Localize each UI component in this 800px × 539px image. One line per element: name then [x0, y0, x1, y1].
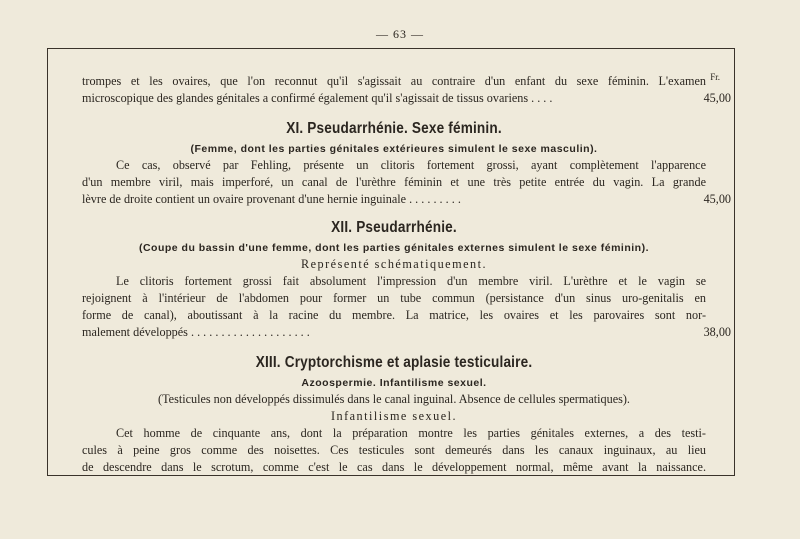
section-12-line-last	[82, 324, 731, 341]
section-13-note: Infantilisme sexuel.	[330, 409, 458, 423]
section-11-price: 45,00	[703, 192, 731, 206]
intro-price: 45,00	[703, 91, 731, 105]
page-content	[82, 72, 731, 476]
section-13-parenthetical: (Testicules non développés dissimulés dans le canal inguinal. Absence de cellules spermatiques).	[158, 392, 630, 406]
frame-top-border	[47, 48, 735, 49]
section-13-subtitle: Azoospermie. Infantilisme sexuel.	[301, 377, 487, 389]
section-13-line: cules à peine gros comme des noisettes. Ces testicules sont demeurés dans les canaux inguinaux, au lieu	[82, 443, 706, 457]
section-11-line: Ce cas, observé par Fehling, présente un clitoris fortement grossi, ayant complètement l'apparence	[116, 158, 706, 172]
section-11-line-last	[82, 191, 731, 208]
section-13-line: Cet homme de cinquante ans, dont la préparation montre les parties génitales externes, a des testi-	[116, 426, 706, 440]
section-11-line: d'un membre viril, mais imperforé, un canal de l'urèthre féminin et une très petite entrée du vagin. La grande	[82, 175, 706, 189]
section-12-title: XII. Pseudarrhénie.	[331, 219, 457, 236]
section-12-line: Le clitoris fortement grossi fait absolument l'impression d'un membre viril. L'urèthre et le vagin se	[116, 274, 706, 288]
section-12-text: malement développés . . . . . . . . . . . . . . . . . . . .	[82, 325, 310, 339]
intro-text-2: microscopique des glandes génitales a confirmé également qu'il s'agissait de tissus ovariens . . . .	[82, 91, 553, 105]
currency-label: Fr.	[710, 72, 720, 82]
section-12-note: Représenté schématiquement.	[300, 257, 488, 271]
intro-line-2	[82, 90, 731, 107]
page-number: — 63 —	[376, 27, 424, 41]
section-11-subtitle: (Femme, dont les parties génitales extérieures simulent le sexe masculin).	[190, 143, 598, 155]
section-12-line: rejoignent à l'intérieur de l'abdomen pour former un tube commun (persistance d'un sinus uro-genitalis en	[82, 291, 706, 305]
section-12-line: forme de canal), aboutissant à la racine du membre. La matrice, les ovaires et les parovaires sont nor-	[82, 308, 706, 322]
section-12-subtitle: (Coupe du bassin d'une femme, dont les parties génitales externes simulent le sexe féminin).	[138, 242, 650, 254]
section-11-title: XI. Pseudarrhénie. Sexe féminin.	[286, 120, 502, 137]
frame-right-border	[734, 48, 735, 476]
section-13-title: XIII. Cryptorchisme et aplasie testiculaire.	[255, 354, 533, 371]
section-12-price: 38,00	[703, 325, 731, 339]
intro-line-1	[82, 72, 720, 90]
intro-text-1: trompes et les ovaires, que l'on reconnut qu'il s'agissait au contraire d'un enfant du sexe féminin. L'examen	[82, 74, 706, 88]
frame-left-border	[47, 48, 48, 476]
section-11-text: lèvre de droite contient un ovaire provenant d'une hernie inguinale . . . . . . . . .	[82, 192, 461, 206]
section-13-line: de descendre dans le scrotum, comme c'est le cas dans le développement normal, même avant la naissance.	[82, 460, 706, 474]
